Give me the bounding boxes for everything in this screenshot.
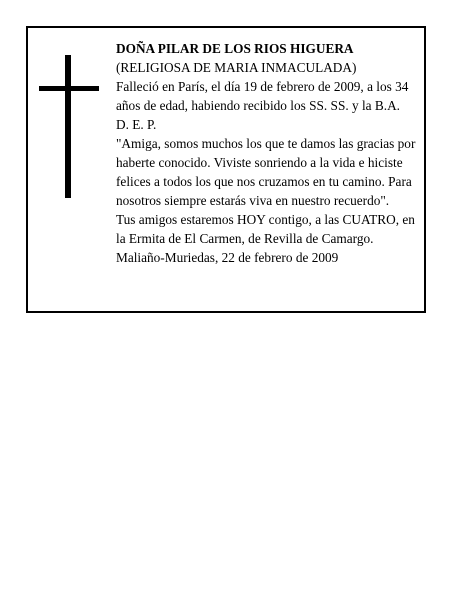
- death-announcement: Falleció en París, el día 19 de febrero de 2009, a los 34 años de edad, habiendo recibido los SS. SS. y la B.A.: [116, 79, 409, 113]
- tribute-quote: "Amiga, somos muchos los que te damos las gracias por haberte conocido. Viviste sonriendo a la vida e hiciste felices a todos los que nos cruzamos en tu camino. Para nosotros siempre estarás viva en nuestro recuerdo".: [116, 136, 416, 208]
- cross-horizontal-bar: [39, 86, 99, 91]
- dep-abbreviation: D. E. P.: [116, 117, 157, 132]
- cross-icon: [39, 55, 99, 198]
- cross-vertical-bar: [65, 55, 71, 198]
- service-info: Tus amigos estaremos HOY contigo, a las CUATRO, en la Ermita de El Carmen, de Revilla de Camargo.: [116, 212, 415, 246]
- obituary-notice: [26, 26, 426, 313]
- notice-text: [116, 39, 418, 267]
- deceased-name: DOÑA PILAR DE LOS RIOS HIGUERA: [116, 41, 354, 56]
- place-and-date: Maliaño-Muriedas, 22 de febrero de 2009: [116, 250, 339, 265]
- religious-affiliation: (RELIGIOSA DE MARIA INMACULADA): [116, 60, 357, 75]
